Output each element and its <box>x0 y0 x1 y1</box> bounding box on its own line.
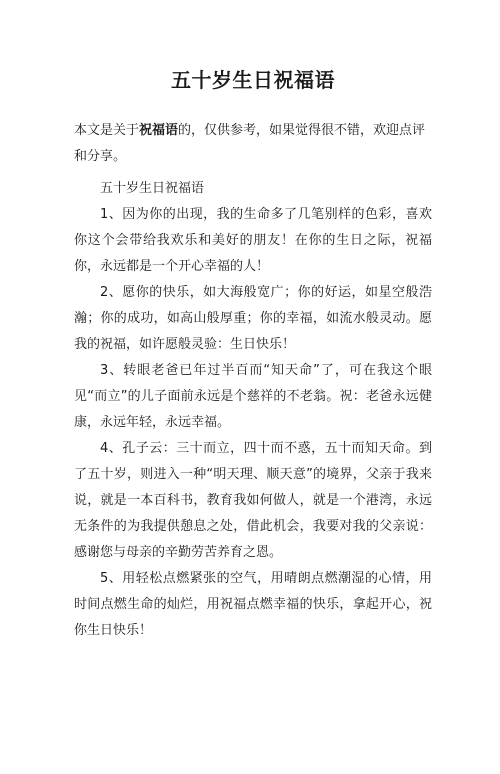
intro-keyword: 祝福语 <box>139 123 179 138</box>
wish-paragraph-1: 1、因为你的出现，我的生命多了几笔别样的色彩，喜欢你这个会带给我欢乐和美好的朋友！在你的生日之际，祝福你，永远都是一个开心幸福的人！ <box>74 207 432 274</box>
document-page <box>0 66 500 774</box>
section-subtitle: 五十岁生日祝福语 <box>100 181 205 196</box>
wish-paragraph-4: 4、孔子云：三十而立，四十而不惑，五十而知天命。到了五十岁，则进入一种“明天理、顺天意”的境界，父亲于我来说，就是一本百科书，教育我如何做人，就是一个港湾，永远无条件的为我提供憩息之处，借此机会，我要对我的父亲说：感谢您与母亲的辛勤劳苦养育之恩。 <box>74 441 432 560</box>
document-title: 五十岁生日祝福语 <box>171 68 335 92</box>
intro-suffix: 的，仅供参考，如果觉得很不错，欢迎点评和分享。 <box>74 123 426 164</box>
intro-paragraph <box>74 118 432 170</box>
wish-paragraph-5: 5、用轻松点燃紧张的空气，用晴朗点燃潮湿的心情，用时间点燃生命的灿烂，用祝福点燃幸福的快乐，拿起开心，祝你生日快乐！ <box>74 571 432 638</box>
wish-paragraph-3: 3、转眼老爸已年过半百而“知天命”了，可在我这个眼见“而立”的儿子面前永远是个慈祥的不老翁。祝：老爸永远健康，永远年轻，永远幸福。 <box>74 363 432 430</box>
intro-prefix: 本文是关于 <box>74 123 140 138</box>
wish-paragraph-2: 2、愿你的快乐，如大海般宽广；你的好运，如星空般浩瀚；你的成功，如高山般厚重；你的幸福，如流水般灵动。愿我的祝福，如许愿般灵验：生日快乐！ <box>74 285 432 352</box>
